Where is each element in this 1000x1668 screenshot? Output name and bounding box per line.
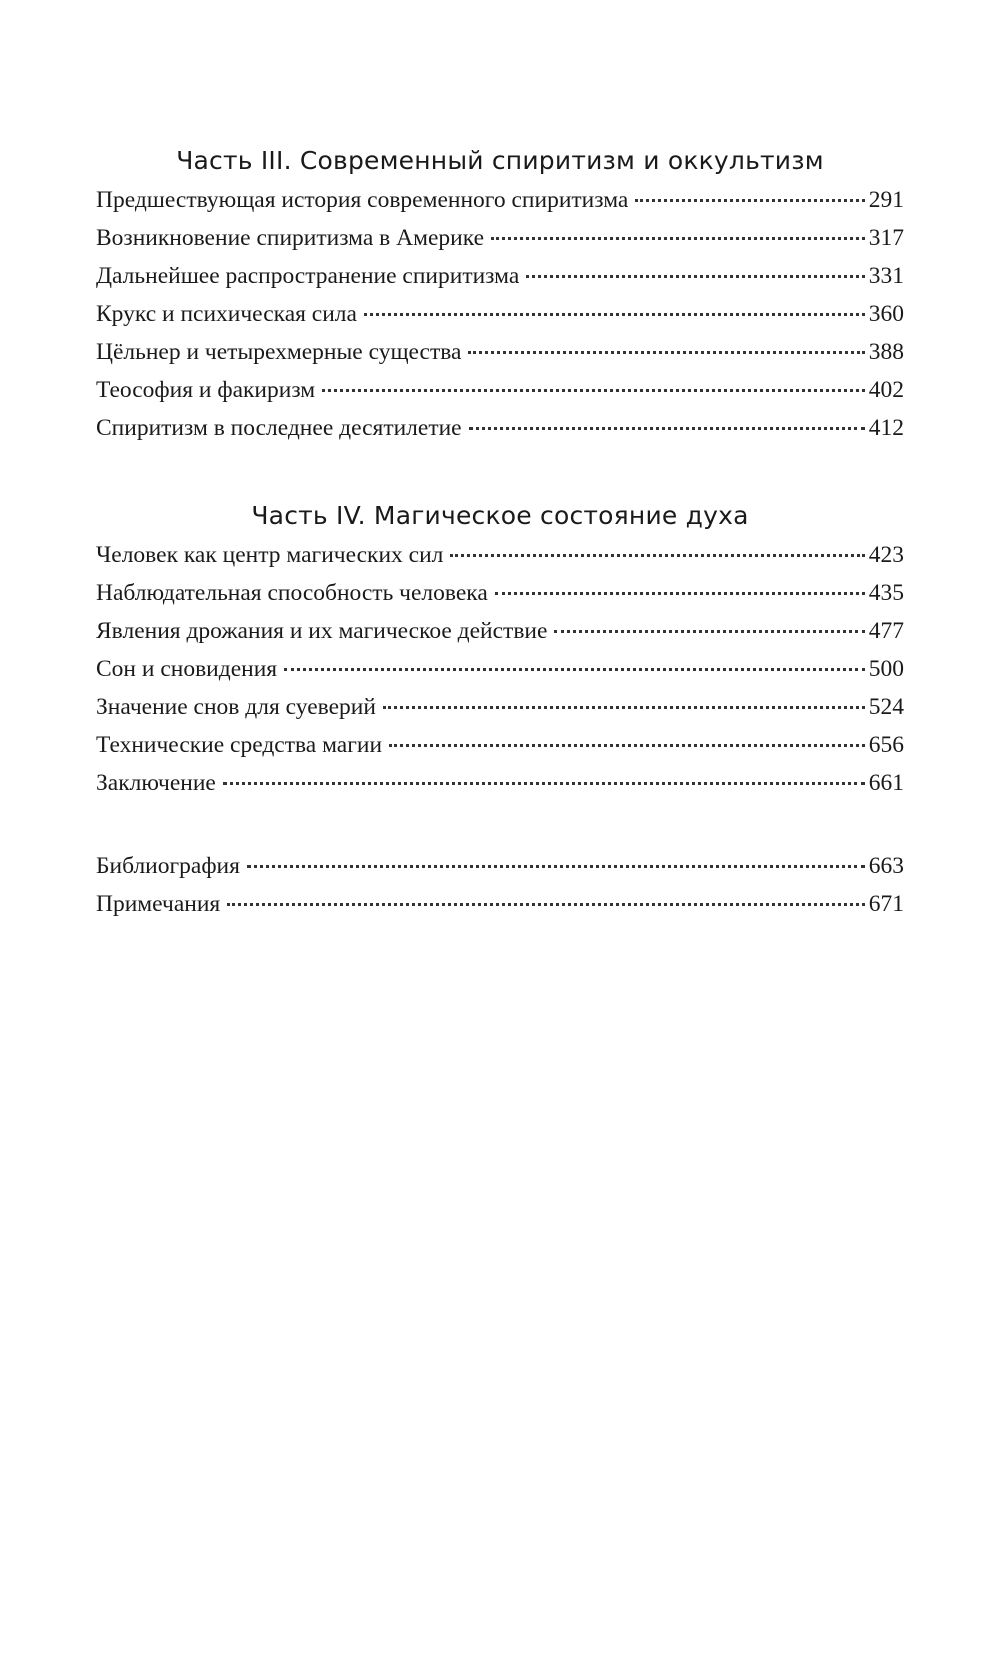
toc-entry-page: 423 bbox=[868, 542, 904, 568]
toc-entry bbox=[96, 371, 904, 409]
toc-entry-title: Теософия и факиризм bbox=[96, 377, 316, 403]
dot-leader bbox=[469, 427, 865, 430]
toc-entry-page: 524 bbox=[868, 694, 904, 720]
toc-part-4 bbox=[96, 496, 904, 802]
part-4-heading: Часть IV. Магическое состояние духа bbox=[251, 501, 749, 530]
dot-leader bbox=[223, 782, 865, 785]
part-3-entries bbox=[96, 181, 904, 447]
toc-entry-title: Спиритизм в последнее десятилетие bbox=[96, 415, 462, 441]
dot-leader bbox=[389, 744, 865, 747]
toc-entry-title: Человек как центр магических сил bbox=[96, 542, 444, 568]
dot-leader bbox=[322, 389, 865, 392]
dot-leader bbox=[383, 706, 865, 709]
dot-leader bbox=[554, 630, 864, 633]
toc-entry bbox=[96, 650, 904, 688]
toc-entry-title: Заключение bbox=[96, 770, 216, 796]
toc-entry-page: 402 bbox=[868, 377, 904, 403]
toc-entry-page: 388 bbox=[868, 339, 904, 365]
toc-entry-page: 317 bbox=[868, 225, 904, 251]
toc-entry bbox=[96, 847, 904, 885]
part-3-heading: Часть III. Современный спиритизм и оккультизм bbox=[176, 146, 824, 175]
toc-entry-page: 412 bbox=[868, 415, 904, 441]
toc-entry-title: Технические средства магии bbox=[96, 732, 383, 758]
toc-entry-page: 671 bbox=[868, 891, 904, 917]
toc-entry-title: Предшествующая история современного спиритизма bbox=[96, 187, 629, 213]
toc-entry bbox=[96, 726, 904, 764]
toc-entry-title: Значение снов для суеверий bbox=[96, 694, 376, 720]
toc-entry bbox=[96, 181, 904, 219]
toc-entry bbox=[96, 574, 904, 612]
back-matter-entries bbox=[96, 847, 904, 923]
toc-entry-title: Явления дрожания и их магическое действие bbox=[96, 618, 548, 644]
toc-entry bbox=[96, 219, 904, 257]
dot-leader bbox=[227, 903, 865, 906]
toc-entry-title: Библиография bbox=[96, 853, 240, 879]
dot-leader bbox=[364, 313, 865, 316]
toc-entry-title: Примечания bbox=[96, 891, 221, 917]
dot-leader bbox=[284, 668, 865, 671]
toc-entry-page: 656 bbox=[868, 732, 904, 758]
dot-leader bbox=[495, 592, 865, 595]
toc-entry-page: 360 bbox=[868, 301, 904, 327]
toc-entry-page: 477 bbox=[868, 618, 904, 644]
toc-entry-page: 331 bbox=[868, 263, 904, 289]
toc-entry bbox=[96, 612, 904, 650]
dot-leader bbox=[468, 351, 864, 354]
toc-entry-title: Возникновение спиритизма в Америке bbox=[96, 225, 485, 251]
toc-entry bbox=[96, 333, 904, 371]
toc-entry bbox=[96, 764, 904, 802]
toc-entry-title: Крукс и психическая сила bbox=[96, 301, 357, 327]
toc-entry-title: Дальнейшее распространение спиритизма bbox=[96, 263, 520, 289]
toc-entry-page: 663 bbox=[868, 853, 904, 879]
dot-leader bbox=[450, 554, 864, 557]
toc-entry bbox=[96, 536, 904, 574]
toc-entry-title: Цёльнер и четырехмерные существа bbox=[96, 339, 462, 365]
dot-leader bbox=[247, 865, 865, 868]
toc-back-matter bbox=[96, 847, 904, 923]
toc-entry bbox=[96, 257, 904, 295]
toc-entry bbox=[96, 885, 904, 923]
toc-entry-title: Сон и сновидения bbox=[96, 656, 278, 682]
dot-leader bbox=[491, 237, 865, 240]
dot-leader bbox=[635, 199, 864, 202]
dot-leader bbox=[526, 275, 864, 278]
toc-entry bbox=[96, 409, 904, 447]
toc-entry bbox=[96, 688, 904, 726]
toc-entry-page: 291 bbox=[868, 187, 904, 213]
toc-part-3 bbox=[96, 141, 904, 447]
part-4-entries bbox=[96, 536, 904, 802]
toc-entry-page: 661 bbox=[868, 770, 904, 796]
toc-entry bbox=[96, 295, 904, 333]
toc-entry-page: 435 bbox=[868, 580, 904, 606]
toc-entry-title: Наблюдательная способность человека bbox=[96, 580, 488, 606]
toc-entry-page: 500 bbox=[868, 656, 904, 682]
